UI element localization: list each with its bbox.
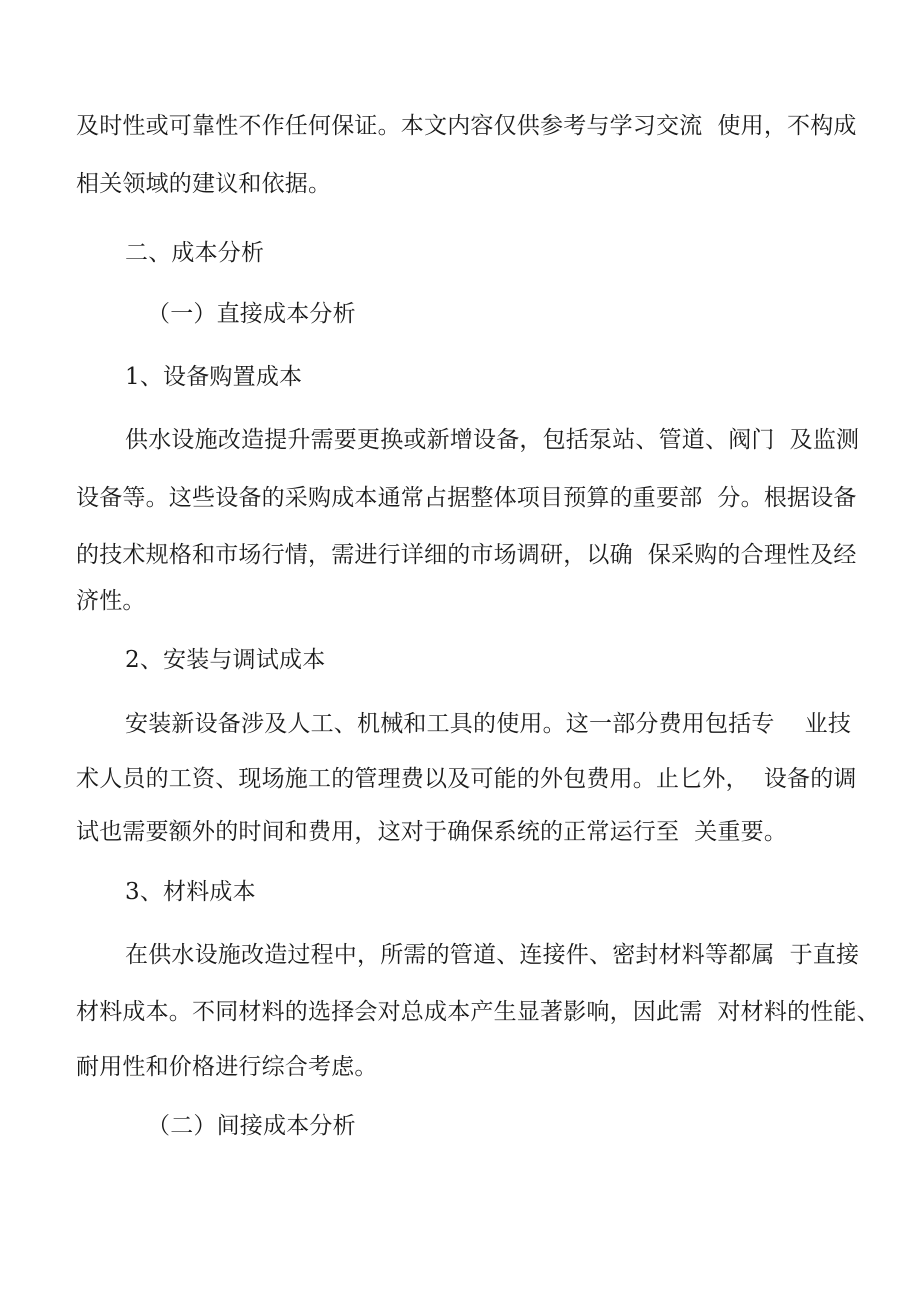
subsection-heading: （一）直接成本分析	[147, 301, 356, 327]
paragraph-line: 在供水设施改造过程中，所需的管道、连接件、密封材料等都属 于直接	[125, 942, 860, 968]
paragraph-line: 及时性或可靠性不作任何保证。本文内容仅供参考与学习交流 使用，不构成	[76, 113, 857, 139]
paragraph-line: 安装新设备涉及人工、机械和工具的使用。这一部分费用包括专 业技	[125, 711, 852, 737]
paragraph-line: 材料成本。不同材料的选择会对总成本产生显著影响，因此需 对材料的性能、	[76, 999, 880, 1025]
paragraph-line: 济性。	[76, 588, 146, 614]
item-heading: 2、安装与调试成本	[125, 647, 326, 673]
paragraph-line: 的技术规格和市场行情，需进行详细的市场调研，以确 保采购的合理性及经	[76, 542, 857, 568]
paragraph-line: 术人员的工资、现场施工的管理费以及可能的外包费用。止匕外， 设备的调	[76, 766, 857, 792]
item-heading: 3、材料成本	[125, 879, 256, 905]
section-heading: 二、成本分析	[125, 240, 265, 266]
paragraph-line: 设备等。这些设备的采购成本通常占据整体项目预算的重要部 分。根据设备	[76, 485, 857, 511]
subsection-heading: （二）间接成本分析	[147, 1113, 356, 1139]
paragraph-line: 耐用性和价格进行综合考虑。	[76, 1054, 378, 1080]
paragraph-line: 供水设施改造提升需要更换或新增设备，包括泵站、管道、阀门 及监测	[125, 427, 860, 453]
paragraph-line: 相关领域的建议和依据。	[76, 171, 332, 197]
paragraph-line: 试也需要额外的时间和费用，这对于确保系统的正常运行至 关重要。	[76, 819, 788, 845]
item-heading: 1、设备购置成本	[125, 364, 303, 390]
